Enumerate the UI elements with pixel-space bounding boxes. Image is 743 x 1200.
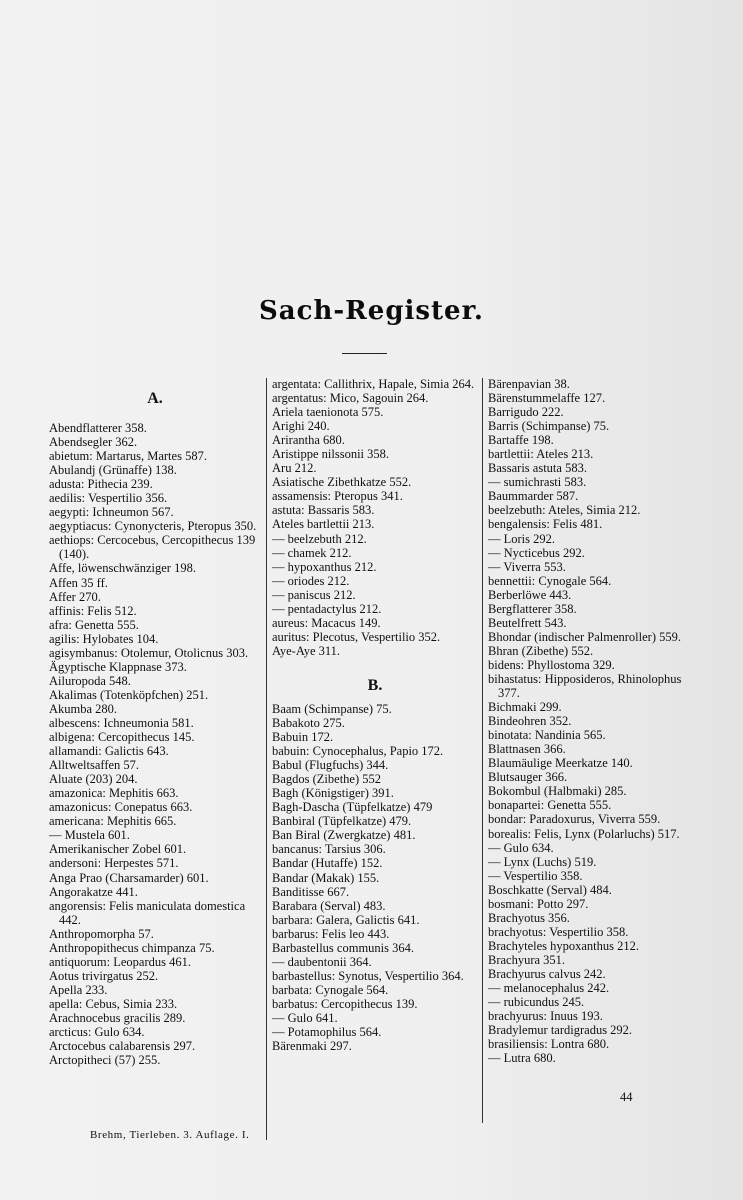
index-entry: Blutsauger 366. [488, 770, 568, 785]
index-entry: — chamek 212. [272, 545, 352, 560]
section-letter-a: A. [147, 390, 163, 407]
index-entry: Arirantha 680. [272, 433, 345, 448]
index-entry: brasiliensis: Lontra 680. [488, 1037, 610, 1052]
index-entry: Bandar (Hutaffe) 152. [272, 856, 383, 871]
index-entry: Akumba 280. [49, 701, 118, 716]
index-entry: Anthropomorpha 57. [49, 926, 154, 941]
index-entry: barbastellus: Synotus, Vespertilio 364. [272, 968, 464, 983]
index-entry: barbara: Galera, Galictis 641. [272, 912, 420, 927]
index-entry: Beutelfrett 543. [488, 615, 567, 630]
index-entry: Arctopitheci (57) 255. [49, 1053, 161, 1068]
index-entry: bancanus: Tarsius 306. [272, 842, 386, 857]
index-entry: affinis: Felis 512. [49, 603, 137, 618]
index-entry: — oriodes 212. [272, 573, 350, 588]
index-entry: — Gulo 641. [272, 1010, 338, 1025]
index-entry: andersoni: Herpestes 571. [49, 856, 179, 871]
index-entry: Bagh (Königstiger) 391. [272, 786, 394, 801]
section-gap [272, 658, 478, 672]
index-entry: — Gulo 634. [488, 840, 554, 855]
index-entry: afra: Genetta 555. [49, 617, 139, 632]
column-divider-left [266, 378, 267, 1140]
page-number: 44 [620, 1090, 633, 1104]
index-entry: Babakoto 275. [272, 715, 345, 730]
index-entry: Abendsegler 362. [49, 435, 138, 450]
index-entry: Babul (Flugfuchs) 344. [272, 758, 389, 773]
index-entry: — sumichrasti 583. [488, 475, 587, 490]
index-entry: — Mustela 601. [49, 828, 130, 843]
column-2-a-entries [272, 377, 478, 658]
index-entry: Ariela taenionota 575. [272, 405, 384, 420]
page-title: Sach-Register. [259, 296, 484, 326]
index-entry: amazonica: Mephitis 663. [49, 786, 179, 801]
index-entry: aureus: Macacus 149. [272, 615, 381, 630]
index-entry: — paniscus 212. [272, 587, 356, 602]
section-letter-b: B. [367, 676, 383, 694]
index-entry: Aotus trivirgatus 252. [49, 968, 159, 983]
index-entry: — Nycticebus 292. [488, 545, 585, 560]
index-entry: aegyptiacus: Cynonycteris, Pteropus 350. [49, 519, 257, 534]
index-entry: Arctocebus calabarensis 297. [49, 1039, 196, 1054]
index-entry: Akalimas (Totenköpfchen) 251. [49, 687, 209, 702]
index-entry: Abulandj (Grünaffe) 138. [49, 463, 177, 478]
footer-signature: Brehm, Tierleben. 3. Auflage. I. [90, 1129, 250, 1141]
index-entry: Bandar (Makak) 155. [272, 870, 380, 885]
index-entry: Ailuropoda 548. [49, 673, 131, 688]
index-entry: auritus: Plecotus, Vespertilio 352. [272, 629, 441, 644]
index-entry: Boschkatte (Serval) 484. [488, 882, 612, 897]
index-entry: Bokombul (Halbmaki) 285. [488, 784, 627, 799]
index-entry: — pentadactylus 212. [272, 601, 382, 616]
index-entry: Arighi 240. [272, 419, 330, 434]
index-entry: Angorakatze 441. [49, 884, 138, 899]
index-entry: Affe, löwenschwänziger 198. [49, 561, 196, 576]
index-entry: — Vespertilio 358. [488, 868, 583, 883]
index-entry: barbarus: Felis leo 443. [272, 926, 390, 941]
column-2-b-entries [272, 702, 478, 1053]
index-entry: Brachyurus calvus 242. [488, 966, 606, 981]
index-entry: Brachyura 351. [488, 952, 566, 967]
index-entry: bihastatus: Hipposideros, Rhinolophus 377. [488, 671, 682, 701]
index-entry: bosmani: Potto 297. [488, 896, 589, 911]
index-entry: Berberlöwe 443. [488, 587, 572, 602]
index-entry: Bichmaki 299. [488, 700, 562, 715]
index-entry: Bergflatterer 358. [488, 601, 577, 616]
index-entry: — beelzebuth 212. [272, 531, 367, 546]
index-entry: bonapartei: Genetta 555. [488, 798, 612, 813]
index-entry: borealis: Felis, Lynx (Polarluchs) 517. [488, 826, 680, 841]
index-entry: argentatus: Mico, Sagouin 264. [272, 391, 429, 406]
index-entry: bengalensis: Felis 481. [488, 517, 603, 532]
column-divider-right [482, 378, 483, 1123]
index-entry: bennettii: Cynogale 564. [488, 573, 612, 588]
index-entry: Bradylemur tardigradus 292. [488, 1023, 633, 1038]
index-entry: americana: Mephitis 665. [49, 814, 177, 829]
index-entry: antiquorum: Leopardus 461. [49, 954, 191, 969]
index-entry: agisymbanus: Otolemur, Otolicnus 303. [49, 645, 249, 660]
index-entry: — Viverra 553. [488, 559, 566, 574]
index-entry: Anga Prao (Charsamarder) 601. [49, 870, 209, 885]
index-entry: Aru 212. [272, 461, 317, 476]
column-3-entries [488, 377, 700, 1065]
index-entry: Barrigudo 222. [488, 405, 564, 420]
column-3 [488, 377, 700, 1065]
index-entry: Bärenstummelaffe 127. [488, 391, 606, 406]
index-entry: Alltweltsaffen 57. [49, 758, 140, 773]
index-entry: abietum: Martarus, Martes 587. [49, 449, 207, 464]
index-entry: — Loris 292. [488, 531, 556, 546]
index-entry: — rubicundus 245. [488, 995, 585, 1010]
index-entry: Ateles bartlettii 213. [272, 517, 375, 532]
index-entry: angorensis: Felis maniculata domestica 442. [49, 898, 246, 927]
index-entry: Anthropopithecus chimpanza 75. [49, 940, 215, 955]
index-entry: Bärenpavian 38. [488, 377, 570, 391]
index-entry: binotata: Nandinia 565. [488, 728, 606, 743]
index-entry: — Potamophilus 564. [272, 1025, 382, 1040]
index-entry: bondar: Paradoxurus, Viverra 559. [488, 812, 661, 827]
column-1 [49, 377, 261, 1067]
index-entry: Babuin 172. [272, 730, 334, 745]
index-entry: aedilis: Vespertilio 356. [49, 491, 168, 506]
index-entry: Arachnocebus gracilis 289. [49, 1010, 186, 1025]
index-entry: Bassaris astuta 583. [488, 461, 587, 476]
index-entry: Banbiral (Tüpfelkatze) 479. [272, 814, 412, 829]
column-1-entries [49, 421, 261, 1067]
index-entry: Blaumäulige Meerkatze 140. [488, 756, 633, 771]
index-entry: albigena: Cercopithecus 145. [49, 730, 195, 745]
index-entry: argentata: Callithrix, Hapale, Simia 264. [272, 377, 475, 391]
index-entry: Bagdos (Zibethe) 552 [272, 772, 382, 787]
index-entry: — hypoxanthus 212. [272, 559, 377, 574]
index-entry: Affer 270. [49, 589, 101, 604]
index-entry: beelzebuth: Ateles, Simia 212. [488, 503, 641, 518]
index-entry: Aristippe nilssonii 358. [272, 447, 390, 462]
index-entry: Ban Biral (Zwergkatze) 481. [272, 828, 416, 843]
index-entry: apella: Cebus, Simia 233. [49, 996, 178, 1011]
index-entry: Brachyotus 356. [488, 910, 570, 925]
index-entry: bidens: Phyllostoma 329. [488, 657, 615, 672]
index-entry: Bartaffe 198. [488, 433, 554, 448]
index-entry: bartlettii: Ateles 213. [488, 447, 594, 462]
index-entry: assamensis: Pteropus 341. [272, 489, 403, 504]
index-entry: brachyurus: Inuus 193. [488, 1009, 603, 1024]
index-entry: Bagh-Dascha (Tüpfelkatze) 479 [272, 800, 433, 815]
index-entry: Barbastellus communis 364. [272, 940, 414, 955]
index-entry: barbata: Cynogale 564. [272, 982, 389, 997]
index-entry: allamandi: Galictis 643. [49, 744, 169, 759]
index-entry: Baam (Schimpanse) 75. [272, 701, 392, 716]
index-entry: Amerikanischer Zobel 601. [49, 842, 187, 857]
index-entry: barbatus: Cercopithecus 139. [272, 996, 418, 1011]
index-entry: Affen 35 ff. [49, 575, 108, 590]
index-entry: — Lutra 680. [488, 1051, 556, 1066]
index-entry: Abendflatterer 358. [49, 421, 147, 435]
index-entry: Banditisse 667. [272, 884, 350, 899]
index-entry: brachyotus: Vespertilio 358. [488, 924, 629, 939]
index-entry: adusta: Pithecia 239. [49, 477, 153, 492]
index-entry: albescens: Ichneumonia 581. [49, 715, 194, 730]
index-entry: Brachyteles hypoxanthus 212. [488, 938, 640, 953]
index-entry: — melanocephalus 242. [488, 981, 610, 996]
index-entry: Baummarder 587. [488, 489, 579, 504]
index-entry: amazonicus: Conepatus 663. [49, 800, 193, 815]
index-entry: Bhondar (indischer Palmenroller) 559. [488, 629, 682, 644]
index-entry: arcticus: Gulo 634. [49, 1025, 145, 1040]
index-entry: Asiatische Zibethkatze 552. [272, 475, 412, 490]
index-entry: Aye-Aye 311. [272, 643, 341, 658]
index-entry: Barris (Schimpanse) 75. [488, 419, 610, 434]
index-entry: astuta: Bassaris 583. [272, 503, 375, 518]
index-entry: aegypti: Ichneumon 567. [49, 505, 174, 520]
index-entry: Bindeohren 352. [488, 714, 572, 729]
index-entry: Bärenmaki 297. [272, 1039, 352, 1054]
index-entry: agilis: Hylobates 104. [49, 631, 159, 646]
column-2 [272, 377, 478, 1053]
title-rule [342, 353, 387, 354]
index-entry: Ägyptische Klappnase 373. [49, 659, 187, 674]
index-entry: Barabara (Serval) 483. [272, 898, 386, 913]
index-entry: Apella 233. [49, 982, 108, 997]
index-entry: — daubentonii 364. [272, 954, 372, 969]
index-entry: Aluate (203) 204. [49, 772, 138, 787]
index-entry: babuin: Cynocephalus, Papio 172. [272, 744, 444, 759]
index-entry: Bhran (Zibethe) 552. [488, 643, 594, 658]
index-entry: aethiops: Cercocebus, Cercopithecus 139 (140). [49, 533, 256, 562]
index-entry: Blattnasen 366. [488, 742, 566, 757]
index-entry: — Lynx (Luchs) 519. [488, 854, 597, 869]
